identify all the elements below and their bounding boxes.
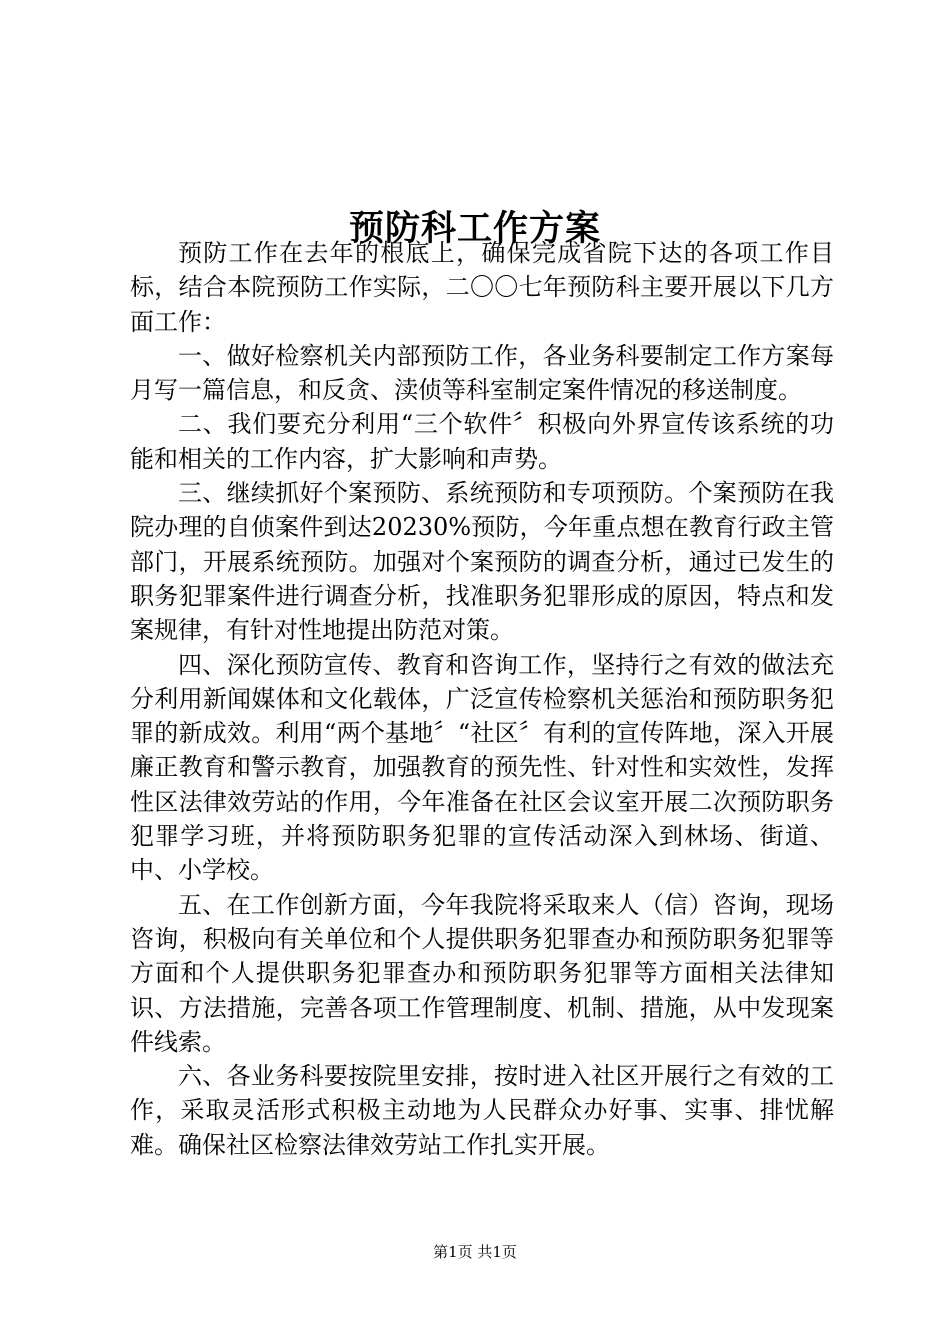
document-title: 预防科工作方案	[348, 208, 601, 250]
intro-paragraph: 预防工作在去年的根底上，确保完成省院下达的各项工作目标，结合本院预防工作实际，二〇〇七年预防科主要开展以下几方面工作：	[130, 239, 834, 336]
paragraph-item-3: 三、继续抓好个案预防、系统预防和专项预防。个案预防在我院办理的自侦案件到达20230%预防，今年重点想在教育行政主管部门，开展系统预防。加强对个案预防的调查分析，通过已发生的职务犯罪案件进行调查分析，找准职务犯罪形成的原因，特点和发案规律，有针对性地提出防范对策。	[130, 479, 834, 645]
paragraph-item-1: 一、做好检察机关内部预防工作，各业务科要制定工作方案每月写一篇信息，和反贪、渎侦等科室制定案件情况的移送制度。	[130, 341, 834, 405]
page-number-footer: 第1页 共1页	[433, 1243, 517, 1261]
paragraph-item-4: 四、深化预防宣传、教育和咨询工作，坚持行之有效的做法充分利用新闻媒体和文化载体，广泛宣传检察机关惩治和预防职务犯罪的新成效。利用“两个基地〞“社区〞有利的宣传阵地，深入开展廉正教育和警示教育，加强教育的预先性、针对性和实效性，发挥性区法律效劳站的作用，今年准备在社区会议室开展二次预防职务犯罪学习班，并将预防职务犯罪的宣传活动深入到林场、街道、中、小学校。	[130, 650, 834, 885]
paragraph-item-2: 二、我们要充分利用“三个软件〞积极向外界宣传该系统的功能和相关的工作内容，扩大影响和声势。	[130, 410, 834, 473]
paragraph-item-6: 六、各业务科要按院里安排，按时进入社区开展行之有效的工作，采取灵活形式积极主动地为人民群众办好事、实事、排忧解难。确保社区检察法律效劳站工作扎实开展。	[130, 1062, 834, 1159]
document-body	[130, 236, 834, 1162]
paragraph-item-5: 五、在工作创新方面，今年我院将采取来人（信）咨询，现场咨询，积极向有关单位和个人提供职务犯罪查办和预防职务犯罪等方面和个人提供职务犯罪查办和预防职务犯罪等方面相关法律知识、方法措施，完善各项工作管理制度、机制、措施，从中发现案件线索。	[130, 890, 834, 1056]
